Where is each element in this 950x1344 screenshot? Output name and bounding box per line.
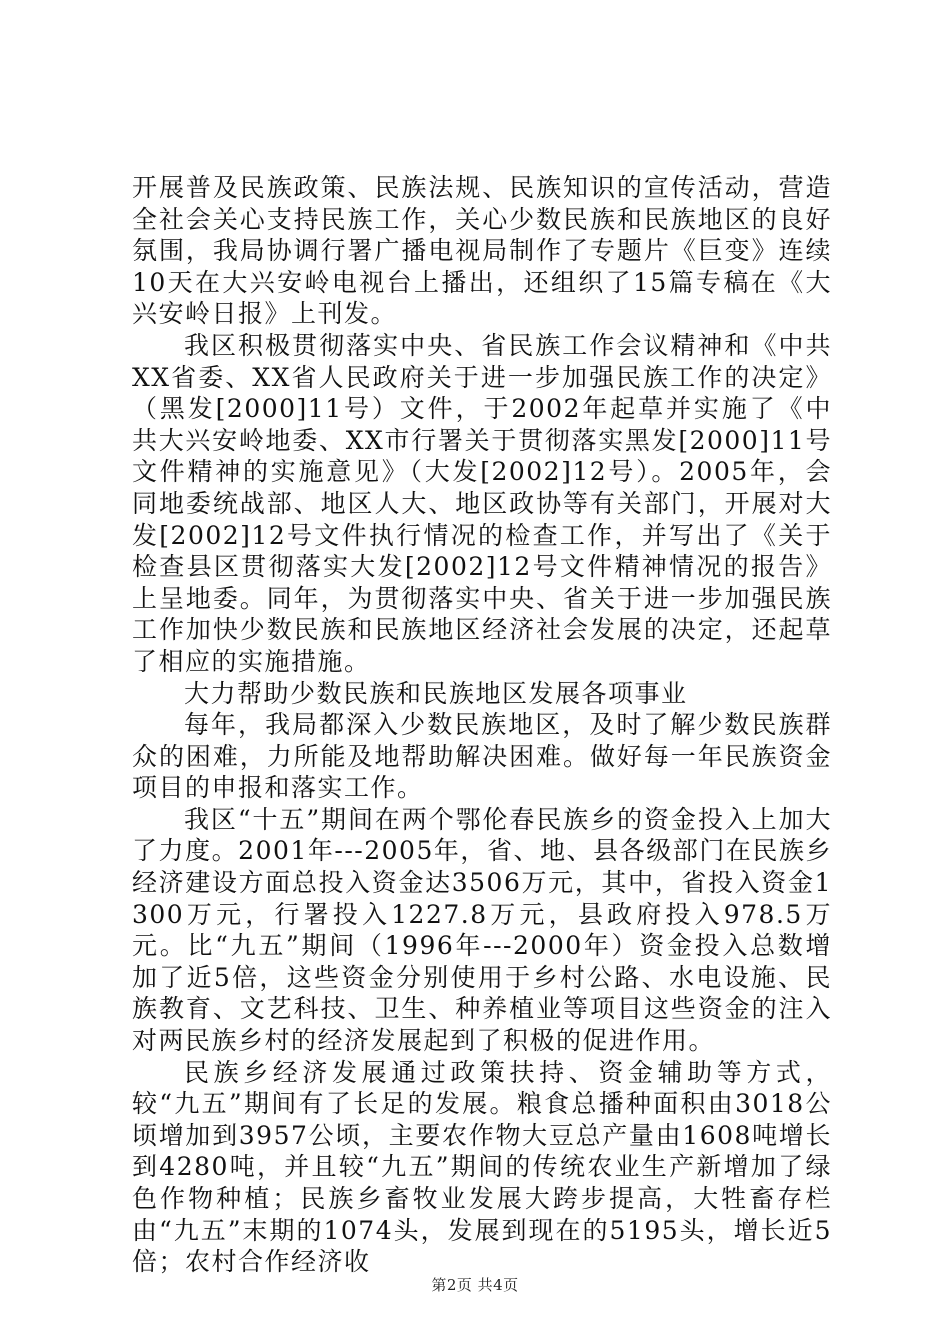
section-heading: 大力帮助少数民族和民族地区发展各项事业 bbox=[184, 678, 688, 708]
paragraph-funding: 我区“十五”期间在两个鄂伦春民族乡的资金投入上加大了力度。2001年---2005年，省、地、县各级部门在民族乡经济建设方面总投入资金达3506万元，其中，省投入资金1300万元，行署投入1227.8万元，县政府投入978.5万元。比“九五”期间（1996年---2000年）资金投入总数增加了近5倍，这些资金分别使用于乡村公路、水电设施、民族教育、文艺科技、卫生、种养植业等项目这些资金的注入对两民族乡村的经济发展起到了积极的促进作用。 bbox=[132, 804, 832, 1056]
document-body bbox=[132, 172, 832, 1278]
paragraph-continuation: 开展普及民族政策、民族法规、民族知识的宣传活动，营造全社会关心支持民族工作，关心少数民族和民族地区的良好氛围，我局协调行署广播电视局制作了专题片《巨变》连续10天在大兴安岭电视台上播出，还组织了15篇专稿在《大兴安岭日报》上刊发。 bbox=[132, 173, 832, 329]
paragraph-annual-support: 每年，我局都深入少数民族地区，及时了解少数民族群众的困难，力所能及地帮助解决困难。做好每一年民族资金项目的申报和落实工作。 bbox=[132, 710, 832, 803]
paragraph-economic-development: 民族乡经济发展通过政策扶持、资金辅助等方式，较“九五”期间有了长足的发展。粮食总播种面积由3018公顷增加到3957公顷，主要农作物大豆总产量由1608吨增长到4280吨，并且较“九五”期间的传统农业生产新增加了绿色作物种植；民族乡畜牧业发展大跨步提高，大牲畜存栏由“九五”末期的1074头，发展到现在的5195头，增长近5倍；农村合作经济收 bbox=[132, 1057, 832, 1277]
page-number-footer: 第2页 共4页 bbox=[431, 1276, 519, 1294]
paragraph-policy-implementation: 我区积极贯彻落实中央、省民族工作会议精神和《中共XX省委、XX省人民政府关于进一步加强民族工作的决定》（黑发[2000]11号）文件，于2002年起草并实施了《中共大兴安岭地委、XX市行署关于贯彻落实黑发[2000]11号文件精神的实施意见》（大发[2002]12号）。2005年，会同地委统战部、地区人大、地区政协等有关部门，开展对大发[2002]12号文件执行情况的检查工作，并写出了《关于检查县区贯彻落实大发[2002]12号文件精神情况的报告》上呈地委。同年，为贯彻落实中央、省关于进一步加强民族工作加快少数民族和民族地区经济社会发展的决定，还起草了相应的实施措施。 bbox=[132, 330, 832, 676]
